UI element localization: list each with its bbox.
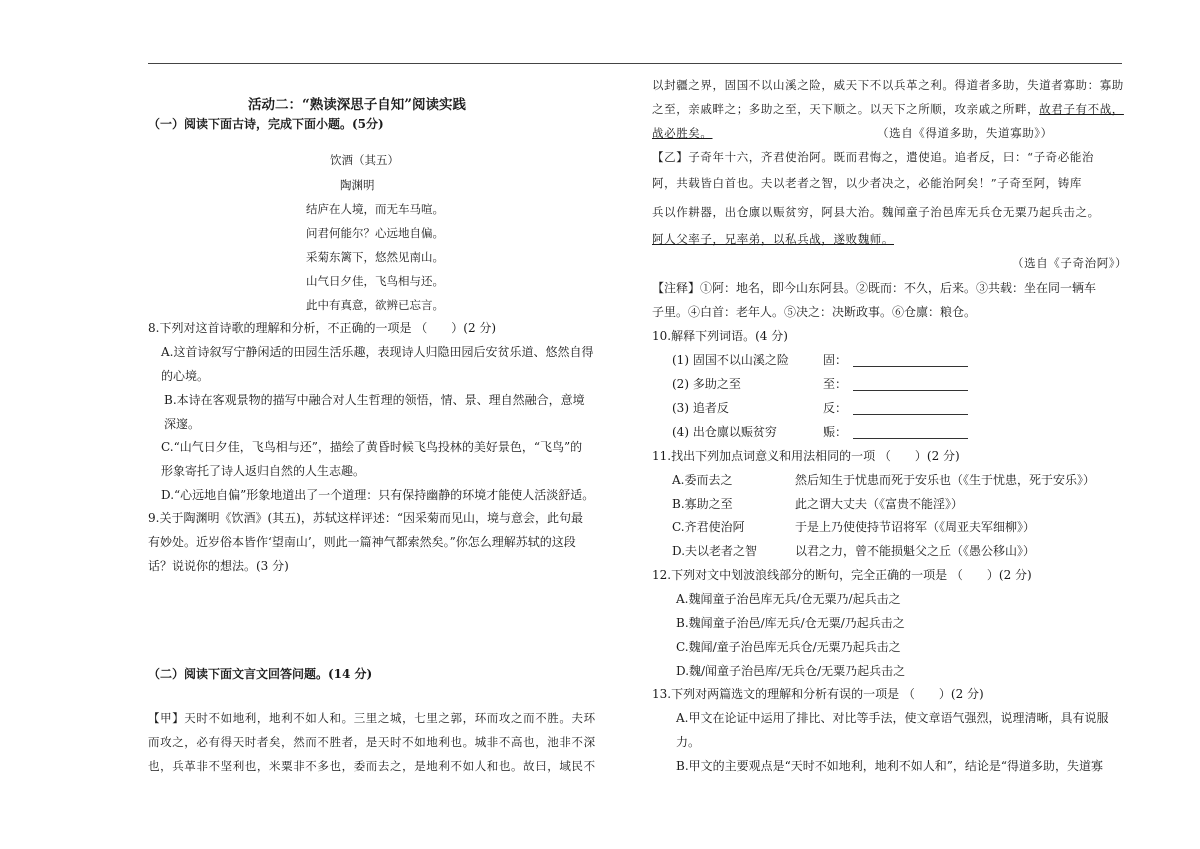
q10-word: 固： <box>823 353 848 367</box>
q11-option <box>672 520 1035 534</box>
answer-blank[interactable] <box>853 426 968 439</box>
q13-option-b: B.甲文的主要观点是“天时不如地利，地利不如人和”，结论是“得道多助，失道寡 <box>676 759 1104 773</box>
q8-option-a: A.这首诗叙写宁静闲适的田园生活乐趣，表现诗人归隐田园后安贫乐道、悠然自得 <box>161 345 594 359</box>
jia-text-line: 【甲】天时不如地利，地利不如人和。三里之城，七里之郭，环而攻之而不胜。夫环 <box>148 711 596 725</box>
q13-option-a-cont: 力。 <box>676 735 701 749</box>
poem-title: 饮酒（其五） <box>330 153 399 167</box>
q11-option-left: C.齐君使治阿 <box>672 520 745 534</box>
q8-option-a-cont: 的心境。 <box>161 369 210 383</box>
jia-source: （选自《得道多助，失道寡助》） <box>877 126 1053 140</box>
q12-option: C.魏闻/童子治邑库无兵仓/无粟乃起兵击之 <box>676 640 901 654</box>
q11-option <box>672 497 963 511</box>
q10-phrase: (3) 追者反 <box>672 401 729 415</box>
q12-option: B.魏闻童子治邑/库无兵/仓无粟/乃起兵击之 <box>676 616 905 630</box>
q10-stem: 10.解释下列词语。(4 分) <box>652 329 788 343</box>
q12-option: A.魏闻童子治邑库无兵/仓无粟乃/起兵击之 <box>676 592 901 606</box>
jia-underlined-sentence: 故君子有不战， <box>1039 102 1124 116</box>
q10-phrase: (2) 多助之至 <box>672 377 741 391</box>
q8-option-c-cont: 形象寄托了诗人返归自然的人生志趣。 <box>161 464 366 478</box>
q8-option-b-cont: 深邃。 <box>164 417 201 431</box>
q9-line: 有妙处。近岁俗本皆作‘望南山’，则此一篇神气都索然矣。”你怎么理解苏轼的这段 <box>148 535 576 549</box>
q10-word: 赈： <box>823 425 848 439</box>
poem-author: 陶渊明 <box>340 178 375 192</box>
q10-item <box>672 401 968 415</box>
q10-phrase: (1) 固国不以山溪之险 <box>672 353 789 367</box>
jia-text-line <box>652 102 1124 116</box>
q11-option-left: B.寡助之至 <box>672 497 733 511</box>
q10-item <box>672 353 968 367</box>
q11-option-right: 然后知生于忧患而死于安乐也（《生于忧患，死于安乐》） <box>795 473 1096 487</box>
yi-text-line: 阿，共载皆白首也。夫以老者之智，以少者决之，必能治阿矣！”子奇至阿，铸库 <box>652 176 1082 190</box>
q11-option-right: 以君之力，曾不能损魁父之丘（《愚公移山》） <box>795 544 1036 558</box>
notes-line: 【注释】①阿：地名，即今山东阿县。②既而：不久，后来。③共载：坐在同一辆车 <box>652 281 1097 295</box>
poem-line: 结庐在人境，而无车马喧。 <box>306 202 444 216</box>
answer-blank[interactable] <box>853 378 968 391</box>
answer-blank[interactable] <box>853 402 968 415</box>
jia-text-plain: 之至，亲戚畔之；多助之至，天下顺之。以天下之所顺，攻亲戚之所畔， <box>652 102 1040 116</box>
q12-stem: 12.下列对文中划波浪线部分的断句，完全正确的一项是 （ ）(2 分) <box>652 568 1032 582</box>
activity-title: 活动二：“熟读深思子自知”阅读实践 <box>248 97 467 113</box>
q11-option <box>672 544 1035 558</box>
q10-phrase: (4) 出仓廪以赈贫穷 <box>672 425 777 439</box>
jia-underlined-sentence-cont: 战必胜矣。 <box>652 126 713 140</box>
yi-source: （选自《子奇治阿》） <box>1012 256 1128 270</box>
q13-option-a: A.甲文在论证中运用了排比、对比等手法，使文章语气强烈，说理清晰，具有说服 <box>676 711 1109 725</box>
q8-option-c: C.“山气日夕佳，飞鸟相与还”，描绘了黄昏时候飞鸟投林的美好景色，“飞鸟”的 <box>161 440 583 454</box>
q11-option-left: A.委而去之 <box>672 473 733 487</box>
q10-item <box>672 377 968 391</box>
q11-option-right: 于是上乃使使持节诏将军（《周亚夫军细柳》） <box>795 520 1036 534</box>
jia-text-line: 以封疆之界，固国不以山溪之险，威天下不以兵革之利。得道者多助，失道者寡助：寡助 <box>652 78 1124 92</box>
jia-text-line: 也，兵革非不坚利也，米粟非不多也，委而去之，是地利不如人和也。故曰，域民不 <box>148 759 596 773</box>
q11-option-left: D.夫以老者之智 <box>672 544 758 558</box>
q11-option <box>672 473 1095 487</box>
notes-line: 子里。④白首：老年人。⑤决之：决断政事。⑥仓廪：粮仓。 <box>652 305 977 319</box>
yi-text-line: 【乙】子奇年十六，齐君使治阿。既而君悔之，遣使追。追者反，曰：“子奇必能治 <box>652 150 1095 164</box>
poem-line: 问君何能尔？心远地自偏。 <box>306 226 444 240</box>
section2-header: （二）阅读下面文言文回答问题。(14 分) <box>148 667 373 681</box>
poem-line: 此中有真意，欲辨已忘言。 <box>306 298 444 312</box>
q13-stem: 13.下列对两篇选文的理解和分析有误的一项是 （ ）(2 分) <box>652 687 984 701</box>
yi-text-line: 兵以作耕器，出仓廪以赈贫穷，阿县大治。魏闻童子治邑库无兵仓无粟乃起兵击之。 <box>652 205 1100 219</box>
q8-option-b: B.本诗在客观景物的描写中融合对人生哲理的领悟，情、景、理自然融合，意境 <box>164 393 585 407</box>
q12-option: D.魏/闻童子治邑库/无兵仓/无粟乃起兵击之 <box>676 664 906 678</box>
q10-word: 至： <box>823 377 848 391</box>
q11-option-right: 此之谓大丈夫（《富贵不能淫》） <box>795 497 964 511</box>
q8-stem: 8.下列对这首诗歌的理解和分析，不正确的一项是 （ ）(2 分) <box>148 321 497 335</box>
q11-stem: 11.找出下列加点词意义和用法相同的一项 （ ）(2 分) <box>652 449 960 463</box>
q9-line: 话？说说你的想法。(3 分) <box>148 559 289 573</box>
answer-blank[interactable] <box>853 354 968 367</box>
header-rule <box>148 63 1122 64</box>
q9-line: 9.关于陶渊明《饮酒》(其五)，苏轼这样评述：“因采菊而见山，境与意会，此句最 <box>148 511 583 525</box>
q10-word: 反： <box>823 401 848 415</box>
q8-option-d: D.“心远地自偏”形象地道出了一个道理：只有保持幽静的环境才能使人活淡舒适。 <box>161 488 595 502</box>
yi-underlined-line: 阿人父率子，兄率弟，以私兵战，遂败魏师。 <box>652 232 894 246</box>
q10-item <box>672 425 968 439</box>
poem-line: 山气日夕佳，飞鸟相与还。 <box>306 274 444 288</box>
section1-header: （一）阅读下面古诗，完成下面小题。(5分) <box>148 117 384 131</box>
jia-text-line: 而攻之，必有得天时者矣，然而不胜者，是天时不如地利也。城非不高也，池非不深 <box>148 735 596 749</box>
poem-line: 采菊东篱下，悠然见南山。 <box>306 250 444 264</box>
